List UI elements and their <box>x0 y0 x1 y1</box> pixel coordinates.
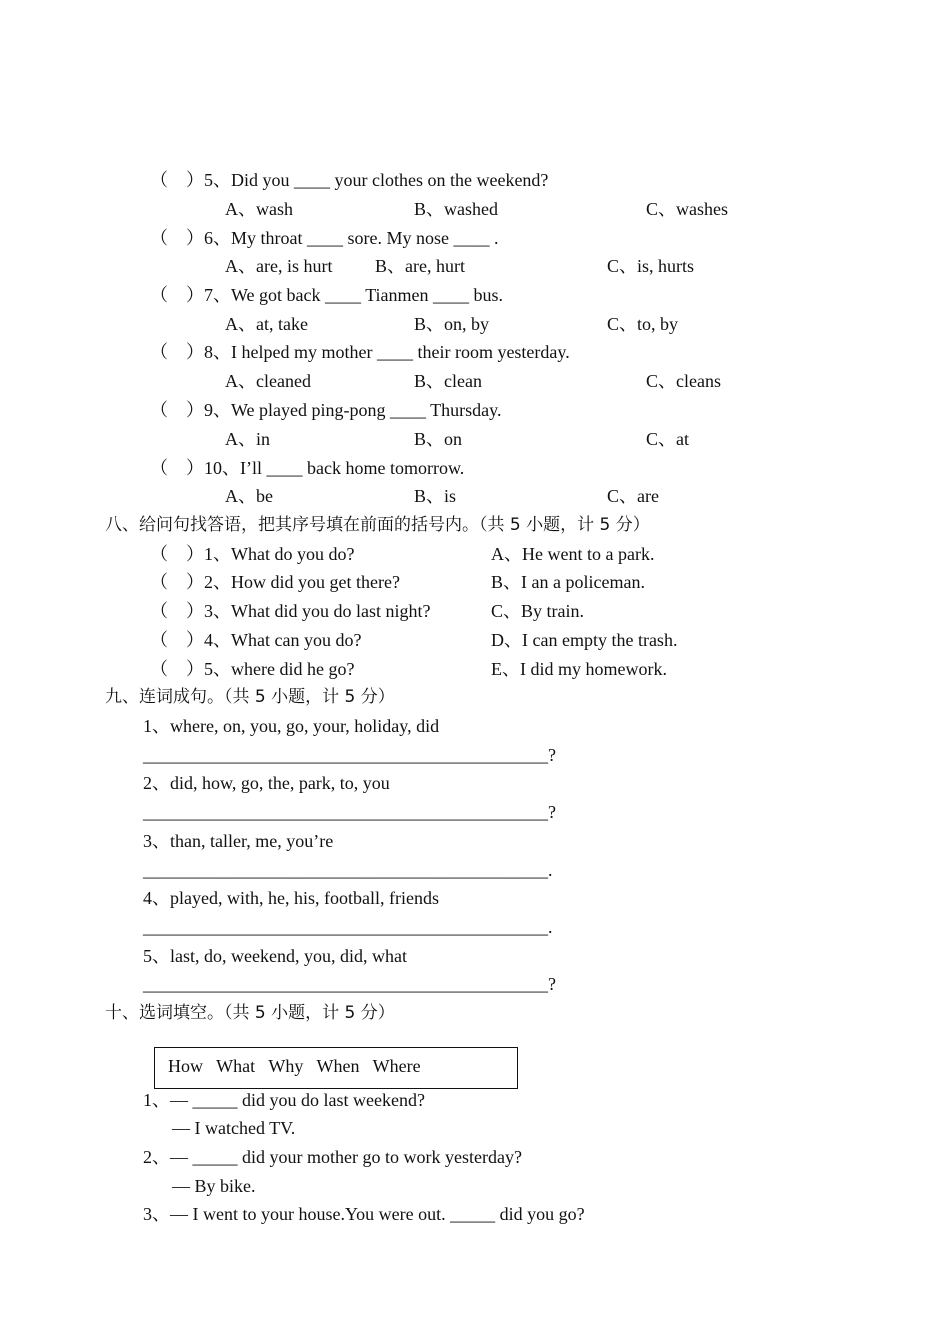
question-9-option-c: C、at <box>646 429 689 449</box>
question-8-option-a: A、cleaned <box>225 371 311 391</box>
section-9-heading: 九、连词成句。（共 5 小题，计 5 分） <box>105 687 395 707</box>
match-question-1: （ ）1、What do you do? <box>150 544 355 564</box>
question-10-option-b: B、is <box>414 486 457 506</box>
question-5-option-b: B、washed <box>414 199 498 219</box>
word-order-prompt-2: 2、did, how, go, the, park, to, you <box>143 773 390 793</box>
question-5-option-a: A、wash <box>225 199 293 219</box>
question-10-option-c: C、are <box>607 486 659 506</box>
word-order-answer-line-4: _____________________________________________. <box>143 917 553 937</box>
question-9-stem: （ ）9、We played ping-pong ____ Thursday. <box>150 400 502 420</box>
question-7-stem: （ ）7、We got back ____ Tianmen ____ bus. <box>150 285 504 305</box>
match-question-4: （ ）4、What can you do? <box>150 630 362 650</box>
match-answer-d: D、I can empty the trash. <box>491 630 678 650</box>
word-order-answer-line-5: _____________________________________________? <box>143 974 556 994</box>
match-answer-a: A、He went to a park. <box>491 544 655 564</box>
word-order-answer-line-1: _____________________________________________? <box>143 745 556 765</box>
question-9-option-a: A、in <box>225 429 270 449</box>
word-order-answer-line-2: _____________________________________________? <box>143 802 556 822</box>
word-order-prompt-1: 1、where, on, you, go, your, holiday, did <box>143 716 440 736</box>
question-7-option-b: B、on, by <box>414 314 490 334</box>
fill-in-reply-2: — By bike. <box>172 1176 256 1196</box>
question-5-option-c: C、washes <box>646 199 728 219</box>
question-8-option-c: C、cleans <box>646 371 721 391</box>
word-bank-words: How What Why When Where <box>168 1056 421 1076</box>
fill-in-question-1: 1、— _____ did you do last weekend? <box>143 1090 425 1110</box>
section-10-heading: 十、选词填空。（共 5 小题，计 5 分） <box>105 1003 395 1023</box>
question-8-stem: （ ）8、I helped my mother ____ their room yesterday. <box>150 342 570 362</box>
word-order-prompt-5: 5、last, do, weekend, you, did, what <box>143 946 407 966</box>
fill-in-question-2: 2、— _____ did your mother go to work yesterday? <box>143 1147 522 1167</box>
question-6-stem: （ ）6、My throat ____ sore. My nose ____ . <box>150 228 499 248</box>
fill-in-question-3: 3、— I went to your house.You were out. _____ did you go? <box>143 1204 585 1224</box>
match-answer-e: E、I did my homework. <box>491 659 667 679</box>
match-answer-b: B、I an a policeman. <box>491 572 645 592</box>
match-question-3: （ ）3、What did you do last night? <box>150 601 431 621</box>
match-answer-c: C、By train. <box>491 601 584 621</box>
word-order-prompt-3: 3、than, taller, me, you’re <box>143 831 334 851</box>
word-order-prompt-4: 4、played, with, he, his, football, friends <box>143 888 439 908</box>
question-10-stem: （ ）10、I’ll ____ back home tomorrow. <box>150 458 465 478</box>
match-question-5: （ ）5、where did he go? <box>150 659 355 679</box>
question-9-option-b: B、on <box>414 429 463 449</box>
section-8-heading: 八、给问句找答语，把其序号填在前面的括号内。（共 5 小题，计 5 分） <box>105 515 650 535</box>
fill-in-reply-1: — I watched TV. <box>172 1118 296 1138</box>
question-8-option-b: B、clean <box>414 371 482 391</box>
question-6-option-b: B、are, hurt <box>375 256 465 276</box>
question-7-option-c: C、to, by <box>607 314 679 334</box>
question-5-stem: （ ）5、Did you ____ your clothes on the weekend? <box>150 170 549 190</box>
question-10-option-a: A、be <box>225 486 273 506</box>
word-order-answer-line-3: _____________________________________________. <box>143 860 553 880</box>
question-6-option-a: A、are, is hurt <box>225 256 333 276</box>
question-7-option-a: A、at, take <box>225 314 308 334</box>
match-question-2: （ ）2、How did you get there? <box>150 572 400 592</box>
question-6-option-c: C、is, hurts <box>607 256 695 276</box>
